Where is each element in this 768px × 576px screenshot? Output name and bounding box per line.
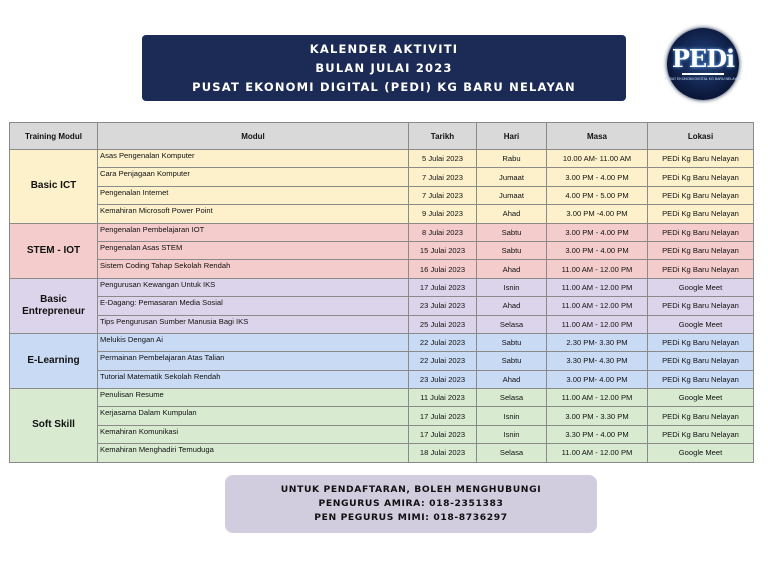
cell-modul: Permainan Pembelajaran Atas Talian	[98, 352, 409, 370]
cell-lokasi: Google Meet	[648, 444, 754, 462]
table-row	[10, 333, 754, 351]
cell-lokasi: PEDi Kg Baru Nelayan	[648, 297, 754, 315]
cell-masa: 11.00 AM - 12.00 PM	[547, 260, 648, 278]
cell-modul: Pengenalan Asas STEM	[98, 241, 409, 259]
training-module-group: E-Learning	[10, 333, 98, 388]
cell-modul: Kemahiran Microsoft Power Point	[98, 205, 409, 223]
cell-modul: Pengenalan Pembelajaran IOT	[98, 223, 409, 241]
cell-modul: Tips Pengurusan Sumber Manusia Bagi IKS	[98, 315, 409, 333]
table-row	[10, 150, 754, 168]
cell-masa: 3.00 PM - 3.30 PM	[547, 407, 648, 425]
table-row	[10, 389, 754, 407]
cell-masa: 3.30 PM - 4.00 PM	[547, 425, 648, 443]
cell-hari: Sabtu	[477, 223, 547, 241]
cell-modul: Tutorial Matematik Sekolah Rendah	[98, 370, 409, 388]
cell-tarikh: 16 Julai 2023	[409, 260, 477, 278]
table-row	[10, 223, 754, 241]
column-header: Hari	[477, 123, 547, 150]
cell-masa: 3.00 PM -4.00 PM	[547, 205, 648, 223]
cell-masa: 3.00 PM- 4.00 PM	[547, 370, 648, 388]
cell-hari: Ahad	[477, 260, 547, 278]
cell-modul: Pengenalan Internet	[98, 186, 409, 204]
cell-masa: 3.00 PM - 4.00 PM	[547, 223, 648, 241]
cell-masa: 11.00 AM - 12.00 PM	[547, 297, 648, 315]
cell-lokasi: PEDi Kg Baru Nelayan	[648, 205, 754, 223]
table-row	[10, 407, 754, 425]
cell-tarikh: 18 Julai 2023	[409, 444, 477, 462]
cell-tarikh: 22 Julai 2023	[409, 333, 477, 351]
training-module-group: Basic Entrepreneur	[10, 278, 98, 333]
table-row	[10, 352, 754, 370]
cell-hari: Isnin	[477, 278, 547, 296]
title-line-2: BULAN JULAI 2023	[315, 60, 453, 75]
cell-lokasi: PEDi Kg Baru Nelayan	[648, 241, 754, 259]
title-line-1: KALENDER AKTIVITI	[309, 41, 459, 56]
cell-lokasi: PEDi Kg Baru Nelayan	[648, 186, 754, 204]
cell-lokasi: PEDi Kg Baru Nelayan	[648, 352, 754, 370]
cell-tarikh: 17 Julai 2023	[409, 278, 477, 296]
table-row	[10, 297, 754, 315]
cell-tarikh: 7 Julai 2023	[409, 168, 477, 186]
cell-modul: Pengurusan Kewangan Untuk IKS	[98, 278, 409, 296]
logo-mark: PEDi	[671, 44, 735, 73]
cell-hari: Selasa	[477, 389, 547, 407]
table-row	[10, 425, 754, 443]
cell-tarikh: 9 Julai 2023	[409, 205, 477, 223]
contact-line-2: PENGURUS AMIRA: 018-2351383	[318, 498, 504, 509]
cell-modul: Kemahiran Menghadiri Temuduga	[98, 444, 409, 462]
cell-tarikh: 17 Julai 2023	[409, 425, 477, 443]
cell-hari: Jumaat	[477, 168, 547, 186]
table-row	[10, 186, 754, 204]
table-row	[10, 168, 754, 186]
cell-lokasi: PEDi Kg Baru Nelayan	[648, 168, 754, 186]
cell-hari: Sabtu	[477, 352, 547, 370]
cell-masa: 3.00 PM - 4.00 PM	[547, 168, 648, 186]
cell-lokasi: PEDi Kg Baru Nelayan	[648, 370, 754, 388]
cell-hari: Sabtu	[477, 333, 547, 351]
cell-hari: Selasa	[477, 315, 547, 333]
table-row	[10, 370, 754, 388]
cell-masa: 3.30 PM- 4.30 PM	[547, 352, 648, 370]
cell-hari: Rabu	[477, 150, 547, 168]
cell-masa: 2.30 PM- 3.30 PM	[547, 333, 648, 351]
column-header: Masa	[547, 123, 648, 150]
cell-lokasi: PEDi Kg Baru Nelayan	[648, 425, 754, 443]
cell-hari: Selasa	[477, 444, 547, 462]
cell-lokasi: Google Meet	[648, 278, 754, 296]
cell-modul: Penulisan Resume	[98, 389, 409, 407]
training-module-group: STEM - IOT	[10, 223, 98, 278]
cell-lokasi: Google Meet	[648, 315, 754, 333]
cell-modul: Cara Penjagaan Komputer	[98, 168, 409, 186]
table-row	[10, 241, 754, 259]
cell-tarikh: 15 Julai 2023	[409, 241, 477, 259]
cell-modul: Kerjasama Dalam Kumpulan	[98, 407, 409, 425]
column-header: Training Modul	[10, 123, 98, 150]
cell-lokasi: PEDi Kg Baru Nelayan	[648, 407, 754, 425]
table-row	[10, 444, 754, 462]
contact-line-3: PEN PEGURUS MIMI: 018-8736297	[314, 512, 508, 523]
contact-box	[225, 475, 597, 533]
training-module-group: Basic ICT	[10, 150, 98, 224]
cell-lokasi: PEDi Kg Baru Nelayan	[648, 150, 754, 168]
cell-masa: 11.00 AM - 12.00 PM	[547, 444, 648, 462]
table-row	[10, 315, 754, 333]
cell-tarikh: 11 Julai 2023	[409, 389, 477, 407]
cell-hari: Ahad	[477, 370, 547, 388]
contact-line-1: UNTUK PENDAFTARAN, BOLEH MENGHUBUNGI	[280, 484, 542, 495]
pedi-logo-icon	[664, 28, 742, 100]
cell-tarikh: 8 Julai 2023	[409, 223, 477, 241]
title-line-3: PUSAT EKONOMI DIGITAL (PEDI) KG BARU NELAYAN	[192, 79, 576, 94]
cell-masa: 4.00 PM - 5.00 PM	[547, 186, 648, 204]
cell-hari: Isnin	[477, 425, 547, 443]
column-header: Tarikh	[409, 123, 477, 150]
schedule-table	[9, 122, 754, 463]
cell-modul: Melukis Dengan Ai	[98, 333, 409, 351]
cell-masa: 10.00 AM- 11.00 AM	[547, 150, 648, 168]
cell-hari: Jumaat	[477, 186, 547, 204]
column-header: Modul	[98, 123, 409, 150]
cell-tarikh: 23 Julai 2023	[409, 370, 477, 388]
title-banner	[142, 35, 626, 101]
cell-tarikh: 22 Julai 2023	[409, 352, 477, 370]
cell-modul: Asas Pengenalan Komputer	[98, 150, 409, 168]
cell-modul: E-Dagang: Pemasaran Media Sosial	[98, 297, 409, 315]
cell-masa: 11.00 AM - 12.00 PM	[547, 389, 648, 407]
cell-modul: Kemahiran Komunikasi	[98, 425, 409, 443]
cell-tarikh: 25 Julai 2023	[409, 315, 477, 333]
cell-hari: Sabtu	[477, 241, 547, 259]
cell-lokasi: PEDi Kg Baru Nelayan	[648, 223, 754, 241]
cell-modul: Sistem Coding Tahap Sekolah Rendah	[98, 260, 409, 278]
training-module-group: Soft Skill	[10, 389, 98, 463]
cell-lokasi: Google Meet	[648, 389, 754, 407]
cell-masa: 11.00 AM - 12.00 PM	[547, 315, 648, 333]
table-row	[10, 260, 754, 278]
cell-hari: Isnin	[477, 407, 547, 425]
cell-masa: 11.00 AM - 12.00 PM	[547, 278, 648, 296]
cell-lokasi: PEDi Kg Baru Nelayan	[648, 333, 754, 351]
logo-subtitle: PUSAT EKONOMI DIGITAL KG BARU NELAYAN	[664, 77, 742, 81]
cell-masa: 3.00 PM - 4.00 PM	[547, 241, 648, 259]
logo-divider	[682, 73, 724, 75]
table-row	[10, 205, 754, 223]
cell-hari: Ahad	[477, 297, 547, 315]
cell-lokasi: PEDi Kg Baru Nelayan	[648, 260, 754, 278]
cell-hari: Ahad	[477, 205, 547, 223]
cell-tarikh: 23 Julai 2023	[409, 297, 477, 315]
column-header: Lokasi	[648, 123, 754, 150]
cell-tarikh: 5 Julai 2023	[409, 150, 477, 168]
table-header-row	[10, 123, 754, 150]
cell-tarikh: 17 Julai 2023	[409, 407, 477, 425]
cell-tarikh: 7 Julai 2023	[409, 186, 477, 204]
table-row	[10, 278, 754, 296]
